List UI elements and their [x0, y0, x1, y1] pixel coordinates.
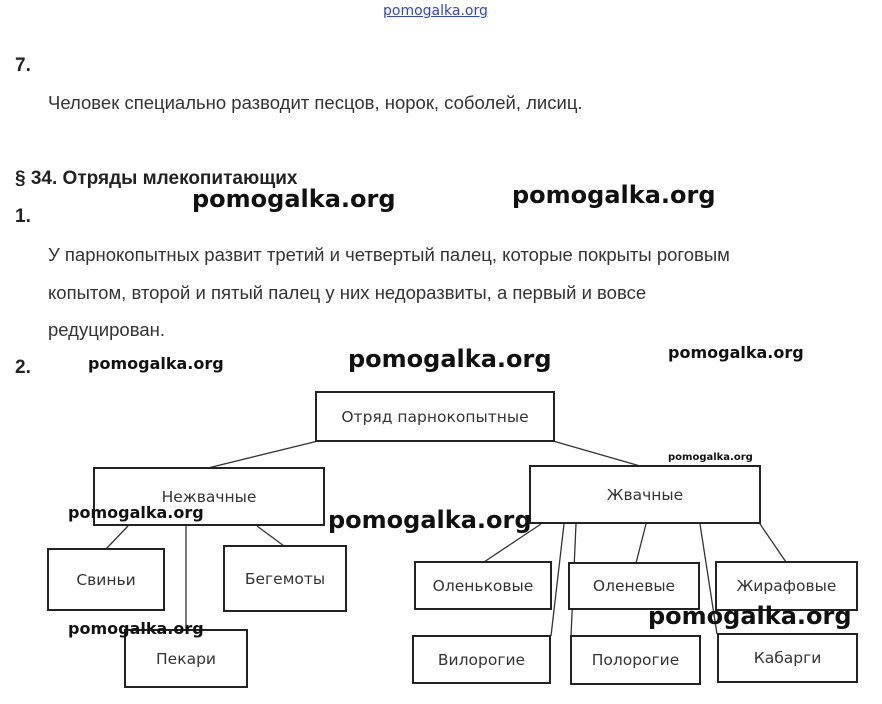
diagram-nezhvachnye-box: Нежвачные	[93, 467, 325, 526]
diagram-polorogie-box: Полорогие	[570, 635, 701, 685]
diagram-olenkovye-box: Оленьковые	[414, 561, 552, 610]
connector-right-olenevye	[636, 524, 646, 563]
connector-right-vilorogie	[551, 524, 564, 636]
question-2-number: 2.	[15, 357, 31, 378]
question-1-number: 1.	[15, 206, 31, 227]
watermark-8: pomogalka.org	[328, 506, 532, 534]
connector-left-begemoty	[257, 526, 284, 546]
watermark-7: pomogalka.org	[68, 503, 204, 522]
watermark-2: pomogalka.org	[512, 181, 716, 209]
connector-root-right	[553, 441, 640, 466]
diagram-olenevye-box: Оленевые	[568, 562, 700, 610]
connector-right-zhirafovye	[760, 524, 786, 562]
diagram-zhirafovye-box: Жирафовые	[715, 561, 858, 611]
question-1-line-3: редуцирован.	[48, 319, 165, 340]
watermark-top: pomogalka.org	[383, 3, 488, 19]
diagram-vilorogie-box: Вилорогие	[412, 635, 551, 684]
diagram-zhvachnye-box: Жвачные	[529, 465, 761, 524]
watermark-5: pomogalka.org	[668, 343, 804, 362]
connector-left-svinyi	[106, 526, 128, 549]
question-1-line-1: У парнокопытных развит третий и четвертый палец, которые покрыты роговым	[48, 244, 730, 265]
watermark-10: pomogalka.org	[648, 602, 852, 630]
section-heading: § 34. Отряды млекопитающих	[15, 168, 298, 189]
diagram-pekari-box: Пекари	[124, 629, 248, 688]
watermark-4: pomogalka.org	[348, 345, 552, 373]
watermark-9: pomogalka.org	[68, 619, 204, 638]
question-7-number: 7.	[15, 55, 31, 76]
watermark-1: pomogalka.org	[192, 185, 396, 213]
diagram-root-box: Отряд парнокопытные	[315, 391, 555, 442]
watermark-6: pomogalka.org	[668, 452, 753, 463]
connector-root-left	[208, 441, 318, 468]
watermark-3: pomogalka.org	[88, 354, 224, 373]
diagram-begemoty-box: Бегемоты	[223, 545, 347, 612]
diagram-svinyi-box: Свиньи	[47, 548, 165, 611]
diagram-kabargi-box: Кабарги	[717, 633, 858, 683]
question-7-answer: Человек специально разводит песцов, норок, соболей, лисиц.	[48, 92, 583, 113]
question-1-line-2: копытом, второй и пятый палец у них недоразвиты, а первый и вовсе	[48, 282, 647, 303]
